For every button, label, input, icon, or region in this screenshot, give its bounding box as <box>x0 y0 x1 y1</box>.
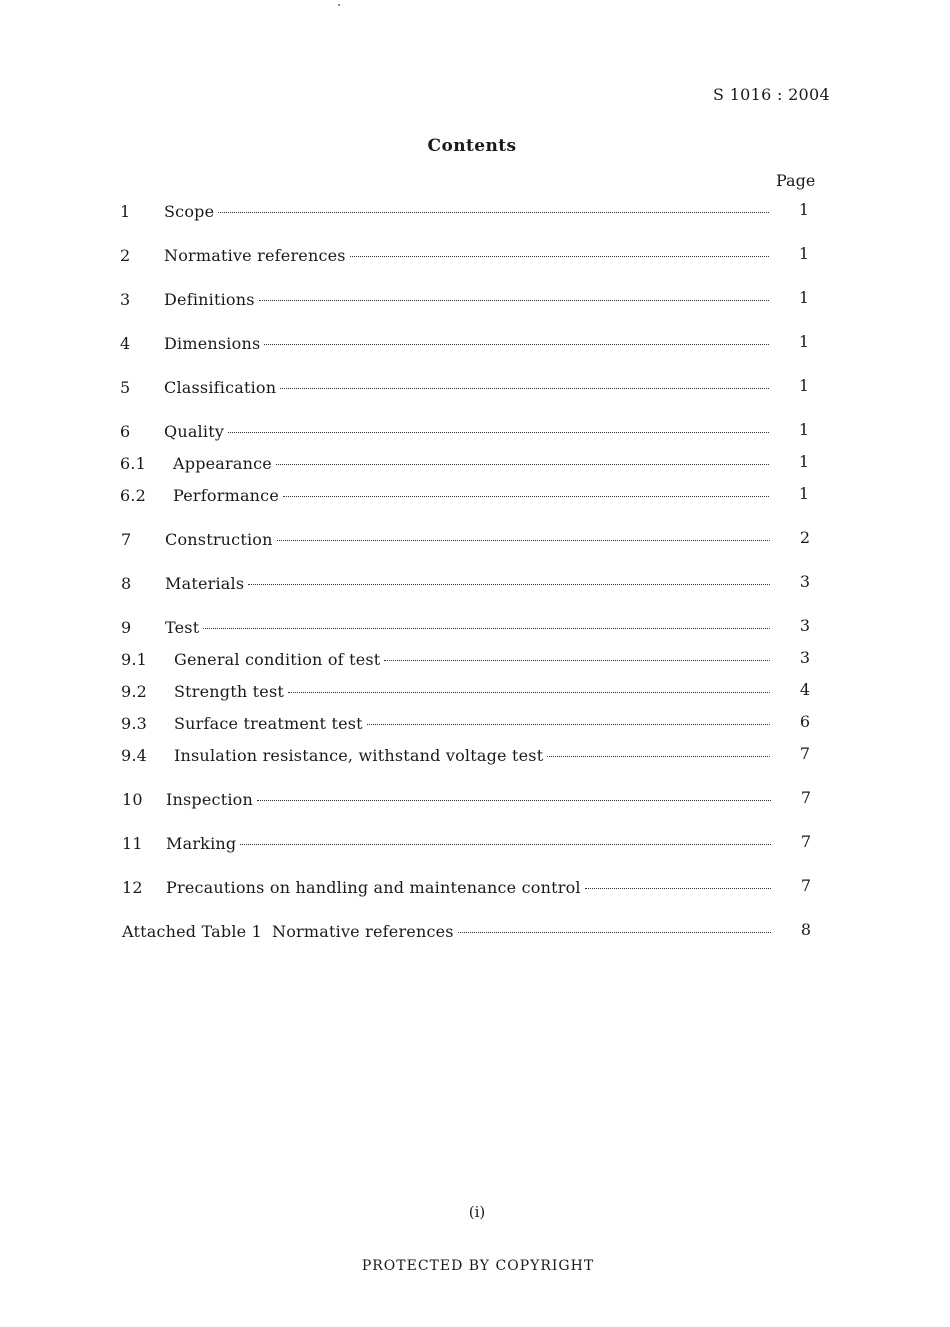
toc-entry-page: 2 <box>799 528 811 547</box>
toc-entry-page: 1 <box>798 420 810 439</box>
toc-entry-number: 6.1 <box>120 454 147 473</box>
dot-leader <box>228 432 769 433</box>
toc-entry-page: 6 <box>799 712 811 731</box>
toc-entry-number: 9.1 <box>121 650 148 669</box>
toc-entry-label: Precautions on handling and maintenance control <box>166 878 581 897</box>
dot-leader <box>240 844 771 845</box>
toc-entry-label: Surface treatment test <box>174 714 363 733</box>
toc-entry-page: 1 <box>798 332 810 351</box>
toc-entry-number: 5 <box>120 378 131 397</box>
toc-entry-page: 7 <box>800 832 812 851</box>
toc-entry-9[interactable] <box>121 618 776 640</box>
toc-entry-1[interactable] <box>120 202 775 224</box>
toc-entry-11[interactable] <box>122 834 777 856</box>
toc-entry-12[interactable] <box>122 878 777 900</box>
toc-entry-label: Inspection <box>166 790 253 809</box>
toc-entry-number: 8 <box>121 574 132 593</box>
toc-entry-page: 1 <box>798 288 810 307</box>
toc-entry-page: 7 <box>800 788 812 807</box>
toc-entry-7[interactable] <box>121 530 776 552</box>
page-title: Contents <box>427 136 517 156</box>
toc-entry-number: 3 <box>120 290 131 309</box>
dot-leader <box>367 724 770 725</box>
toc-entry-label: Normative references <box>272 922 454 941</box>
dot-leader <box>280 388 769 389</box>
toc-entry-label: Performance <box>173 486 280 505</box>
toc-entry-9-2[interactable] <box>121 682 776 704</box>
toc-entry-6-1[interactable] <box>120 454 775 476</box>
toc-entry-label: Quality <box>164 422 225 441</box>
toc-entry-number: 11 <box>122 834 143 853</box>
toc-entry-number: 1 <box>120 202 131 221</box>
toc-entry-number: 2 <box>120 246 131 265</box>
toc-entry-label: General condition of test <box>174 650 381 669</box>
toc-entry-8[interactable] <box>121 574 776 596</box>
toc-entry-page: 8 <box>800 920 812 939</box>
dot-leader <box>248 584 770 585</box>
dot-leader <box>384 660 770 661</box>
dot-leader <box>203 628 770 629</box>
dot-leader <box>264 344 769 345</box>
toc-entry-2[interactable] <box>120 246 775 268</box>
dot-leader <box>547 756 770 757</box>
toc-entry-label: Classification <box>164 378 277 397</box>
dot-leader <box>585 888 771 889</box>
toc-entry-page: 1 <box>798 484 810 503</box>
scan-speck <box>338 4 340 6</box>
dot-leader <box>257 800 771 801</box>
toc-entry-label: Marking <box>166 834 237 853</box>
toc-entry-number: 12 <box>122 878 143 897</box>
dot-leader <box>218 212 769 213</box>
toc-entry-number: 4 <box>120 334 131 353</box>
dot-leader <box>276 464 769 465</box>
toc-entry-9-1[interactable] <box>121 650 776 672</box>
page-column-header: Page <box>776 171 816 190</box>
toc-entry-4[interactable] <box>120 334 775 356</box>
toc-entry-page: 1 <box>798 376 810 395</box>
dot-leader <box>283 496 769 497</box>
toc-entry-page: 3 <box>799 616 811 635</box>
document-id: S 1016 : 2004 <box>713 85 830 104</box>
toc-entry-6-2[interactable] <box>120 486 775 508</box>
toc-entry-page: 7 <box>799 744 811 763</box>
toc-entry-label: Strength test <box>174 682 285 701</box>
toc-entry-label: Appearance <box>173 454 272 473</box>
toc-entry-attached-table-1[interactable] <box>122 922 777 944</box>
toc-entry-number: 9.3 <box>121 714 148 733</box>
toc-entry-label: Scope <box>164 202 215 221</box>
toc-entry-label: Normative references <box>164 246 346 265</box>
toc-entry-number: 10 <box>122 790 143 809</box>
toc-entry-6[interactable] <box>120 422 775 444</box>
toc-entry-page: 7 <box>800 876 812 895</box>
toc-entry-label: Dimensions <box>164 334 261 353</box>
dot-leader <box>277 540 770 541</box>
toc-entry-label: Construction <box>165 530 273 549</box>
footer-page-number: (i) <box>468 1203 486 1221</box>
toc-entry-number: 9 <box>121 618 132 637</box>
toc-entry-page: 3 <box>799 572 811 591</box>
toc-entry-5[interactable] <box>120 378 775 400</box>
toc-entry-number: 9.2 <box>121 682 148 701</box>
toc-entry-label: Materials <box>165 574 245 593</box>
toc-entry-9-4[interactable] <box>121 746 776 768</box>
toc-entry-page: 3 <box>799 648 811 667</box>
toc-entry-page: 1 <box>798 200 810 219</box>
toc-entry-label: Test <box>165 618 200 637</box>
toc-entry-page: 1 <box>798 244 810 263</box>
toc-entry-number: 6.2 <box>120 486 147 505</box>
toc-entry-page: 4 <box>799 680 811 699</box>
toc-entry-number: 6 <box>120 422 131 441</box>
toc-entry-3[interactable] <box>120 290 775 312</box>
dot-leader <box>288 692 770 693</box>
toc-entry-number: 7 <box>121 530 132 549</box>
toc-entry-9-3[interactable] <box>121 714 776 736</box>
toc-entry-label: Insulation resistance, withstand voltage test <box>174 746 544 765</box>
dot-leader <box>259 300 769 301</box>
copyright-notice: PROTECTED BY COPYRIGHT <box>361 1258 595 1274</box>
toc-entry-10[interactable] <box>122 790 777 812</box>
toc-entry-number: Attached Table 1 <box>122 922 262 941</box>
toc-entry-number: 9.4 <box>121 746 148 765</box>
dot-leader <box>350 256 769 257</box>
toc-entry-label: Definitions <box>164 290 255 309</box>
dot-leader <box>458 932 771 933</box>
toc-entry-page: 1 <box>798 452 810 471</box>
